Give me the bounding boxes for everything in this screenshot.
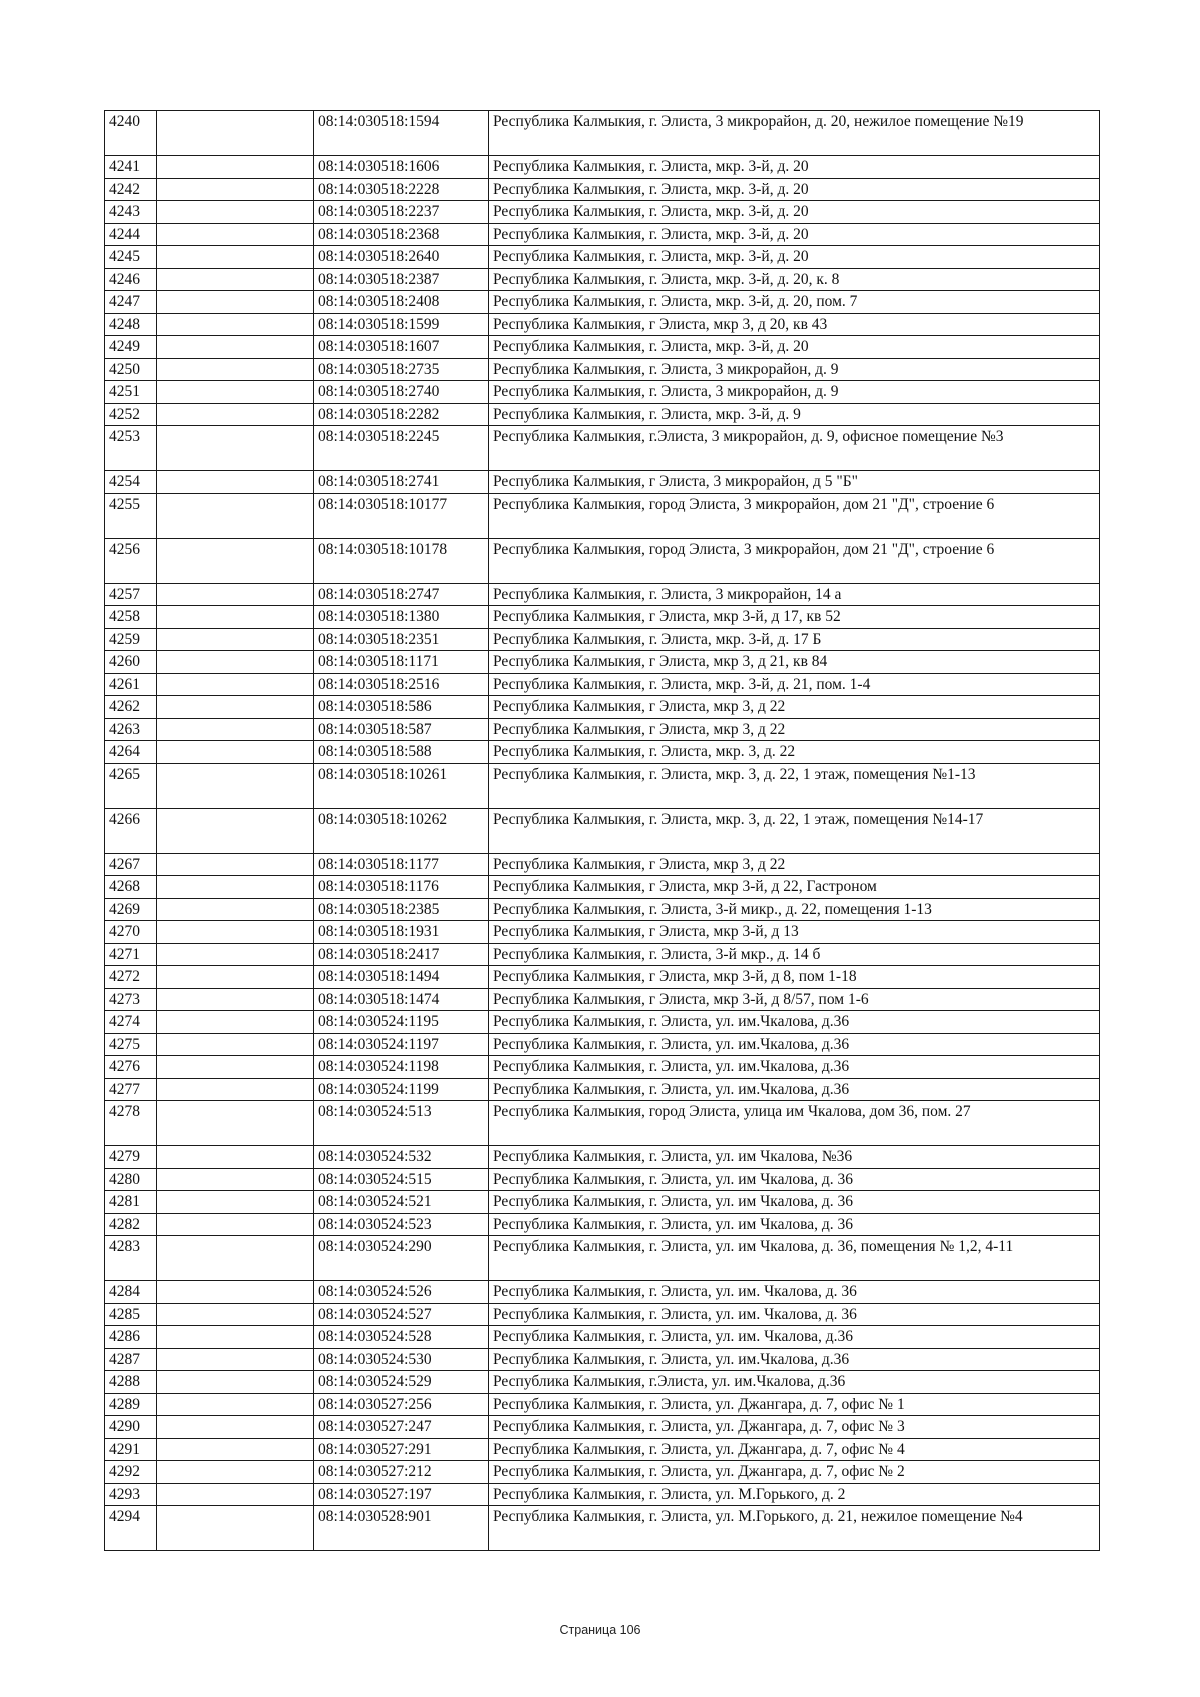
table-row (105, 921, 1100, 944)
row-number-cell: 4242 (105, 178, 157, 201)
table-row (105, 966, 1100, 989)
table-row (105, 1101, 1100, 1146)
cadastral-number-cell: 08:14:030518:587 (314, 718, 489, 741)
cadastral-number-cell: 08:14:030528:901 (314, 1506, 489, 1551)
table-row (105, 1078, 1100, 1101)
empty-cell (157, 966, 314, 989)
cadastral-number-cell: 08:14:030527:256 (314, 1393, 489, 1416)
address-cell: Республика Калмыкия, г. Элиста, мкр. 3, д. 22 (489, 741, 1100, 764)
row-number-cell: 4261 (105, 673, 157, 696)
cadastral-number-cell: 08:14:030524:513 (314, 1101, 489, 1146)
table-row (105, 268, 1100, 291)
address-cell: Республика Калмыкия, г Элиста, мкр 3, д 22 (489, 853, 1100, 876)
row-number-cell: 4287 (105, 1348, 157, 1371)
address-cell: Республика Калмыкия, г. Элиста, мкр. 3-й, д. 20 (489, 223, 1100, 246)
row-number-cell: 4267 (105, 853, 157, 876)
cadastral-number-cell: 08:14:030518:2741 (314, 471, 489, 494)
address-cell: Республика Калмыкия, г Элиста, 3 микрорайон, д 5 "Б" (489, 471, 1100, 494)
address-cell: Республика Калмыкия, г. Элиста, 3 микрорайон, 14 а (489, 583, 1100, 606)
cadastral-number-cell: 08:14:030518:2408 (314, 291, 489, 314)
table-row (105, 313, 1100, 336)
empty-cell (157, 628, 314, 651)
empty-cell (157, 853, 314, 876)
row-number-cell: 4275 (105, 1033, 157, 1056)
table-row (105, 673, 1100, 696)
cadastral-number-cell: 08:14:030518:2351 (314, 628, 489, 651)
address-cell: Республика Калмыкия, г Элиста, мкр 3, д 22 (489, 696, 1100, 719)
row-number-cell: 4264 (105, 741, 157, 764)
cadastral-number-cell: 08:14:030518:1494 (314, 966, 489, 989)
table-row (105, 1281, 1100, 1304)
cadastral-number-cell: 08:14:030518:2385 (314, 898, 489, 921)
row-number-cell: 4289 (105, 1393, 157, 1416)
table-row (105, 111, 1100, 156)
row-number-cell: 4258 (105, 606, 157, 629)
table-row (105, 718, 1100, 741)
address-cell: Республика Калмыкия, г. Элиста, ул. М.Горького, д. 21, нежилое помещение №4 (489, 1506, 1100, 1551)
cadastral-number-cell: 08:14:030527:291 (314, 1438, 489, 1461)
empty-cell (157, 1056, 314, 1079)
table-row (105, 1438, 1100, 1461)
row-number-cell: 4257 (105, 583, 157, 606)
row-number-cell: 4243 (105, 201, 157, 224)
empty-cell (157, 1348, 314, 1371)
address-cell: Республика Калмыкия, г. Элиста, мкр. 3-й, д. 9 (489, 403, 1100, 426)
address-cell: Республика Калмыкия, г. Элиста, мкр. 3, д. 22, 1 этаж, помещения №14-17 (489, 808, 1100, 853)
empty-cell (157, 403, 314, 426)
cadastral-number-cell: 08:14:030518:1607 (314, 336, 489, 359)
empty-cell (157, 358, 314, 381)
cadastral-number-cell: 08:14:030524:528 (314, 1326, 489, 1349)
address-cell: Республика Калмыкия, г. Элиста, ул. им.Чкалова, д.36 (489, 1033, 1100, 1056)
row-number-cell: 4244 (105, 223, 157, 246)
empty-cell (157, 606, 314, 629)
address-cell: Республика Калмыкия, г. Элиста, мкр. 3-й, д. 20, пом. 7 (489, 291, 1100, 314)
cadastral-number-cell: 08:14:030518:1931 (314, 921, 489, 944)
row-number-cell: 4281 (105, 1191, 157, 1214)
page-footer: Страница 106 (559, 1623, 641, 1637)
empty-cell (157, 696, 314, 719)
row-number-cell: 4291 (105, 1438, 157, 1461)
address-cell: Республика Калмыкия, г. Элиста, мкр. 3-й, д. 20 (489, 246, 1100, 269)
cadastral-number-cell: 08:14:030524:521 (314, 1191, 489, 1214)
cadastral-number-cell: 08:14:030518:2747 (314, 583, 489, 606)
address-cell: Республика Калмыкия, г. Элиста, ул. им.Чкалова, д.36 (489, 1078, 1100, 1101)
address-cell: Республика Калмыкия, г. Элиста, ул. им. Чкалова, д. 36 (489, 1303, 1100, 1326)
row-number-cell: 4260 (105, 651, 157, 674)
address-cell: Республика Калмыкия, г. Элиста, 3 микрорайон, д. 9 (489, 381, 1100, 404)
empty-cell (157, 651, 314, 674)
empty-cell (157, 493, 314, 538)
address-cell: Республика Калмыкия, г Элиста, мкр 3, д 21, кв 84 (489, 651, 1100, 674)
empty-cell (157, 1303, 314, 1326)
table-row (105, 898, 1100, 921)
empty-cell (157, 1461, 314, 1484)
row-number-cell: 4273 (105, 988, 157, 1011)
empty-cell (157, 1011, 314, 1034)
table-row (105, 1011, 1100, 1034)
address-cell: Республика Калмыкия, г. Элиста, мкр. 3-й, д. 20 (489, 156, 1100, 179)
empty-cell (157, 538, 314, 583)
table-row (105, 426, 1100, 471)
table-row (105, 223, 1100, 246)
row-number-cell: 4246 (105, 268, 157, 291)
cadastral-number-cell: 08:14:030527:197 (314, 1483, 489, 1506)
empty-cell (157, 808, 314, 853)
address-cell: Республика Калмыкия, г.Элиста, 3 микрорайон, д. 9, офисное помещение №3 (489, 426, 1100, 471)
row-number-cell: 4251 (105, 381, 157, 404)
empty-cell (157, 156, 314, 179)
empty-cell (157, 381, 314, 404)
cadastral-number-cell: 08:14:030524:523 (314, 1213, 489, 1236)
row-number-cell: 4240 (105, 111, 157, 156)
address-cell: Республика Калмыкия, г. Элиста, мкр. 3-й, д. 20 (489, 201, 1100, 224)
address-cell: Республика Калмыкия, г. Элиста, 3 микрорайон, д. 20, нежилое помещение №19 (489, 111, 1100, 156)
empty-cell (157, 1078, 314, 1101)
row-number-cell: 4286 (105, 1326, 157, 1349)
table-row (105, 1236, 1100, 1281)
cadastral-number-cell: 08:14:030518:1474 (314, 988, 489, 1011)
row-number-cell: 4250 (105, 358, 157, 381)
address-cell: Республика Калмыкия, г. Элиста, ул. им Чкалова, №36 (489, 1146, 1100, 1169)
cadastral-number-cell: 08:14:030518:1606 (314, 156, 489, 179)
cadastral-number-cell: 08:14:030518:2735 (314, 358, 489, 381)
table-row (105, 583, 1100, 606)
empty-cell (157, 1416, 314, 1439)
row-number-cell: 4265 (105, 763, 157, 808)
cadastral-number-cell: 08:14:030518:2237 (314, 201, 489, 224)
empty-cell (157, 1281, 314, 1304)
empty-cell (157, 471, 314, 494)
table-row (105, 1348, 1100, 1371)
cadastral-number-cell: 08:14:030524:1195 (314, 1011, 489, 1034)
row-number-cell: 4278 (105, 1101, 157, 1146)
cadastral-number-cell: 08:14:030524:529 (314, 1371, 489, 1394)
row-number-cell: 4241 (105, 156, 157, 179)
table-row (105, 538, 1100, 583)
address-cell: Республика Калмыкия, г.Элиста, ул. им.Чкалова, д.36 (489, 1371, 1100, 1394)
address-cell: Республика Калмыкия, г Элиста, мкр 3-й, д 17, кв 52 (489, 606, 1100, 629)
cadastral-number-cell: 08:14:030524:1199 (314, 1078, 489, 1101)
empty-cell (157, 943, 314, 966)
address-cell: Республика Калмыкия, г. Элиста, ул. им.Чкалова, д.36 (489, 1011, 1100, 1034)
table-row (105, 1056, 1100, 1079)
empty-cell (157, 876, 314, 899)
empty-cell (157, 718, 314, 741)
table-body (105, 111, 1100, 1551)
empty-cell (157, 1213, 314, 1236)
table-row (105, 1506, 1100, 1551)
row-number-cell: 4285 (105, 1303, 157, 1326)
address-cell: Республика Калмыкия, г. Элиста, мкр. 3-й, д. 20, к. 8 (489, 268, 1100, 291)
property-table (104, 110, 1100, 1551)
empty-cell (157, 988, 314, 1011)
table-row (105, 741, 1100, 764)
cadastral-number-cell: 08:14:030518:10262 (314, 808, 489, 853)
empty-cell (157, 268, 314, 291)
table-row (105, 1033, 1100, 1056)
table-row (105, 291, 1100, 314)
row-number-cell: 4272 (105, 966, 157, 989)
row-number-cell: 4249 (105, 336, 157, 359)
row-number-cell: 4253 (105, 426, 157, 471)
cadastral-number-cell: 08:14:030518:2740 (314, 381, 489, 404)
address-cell: Республика Калмыкия, г. Элиста, ул. Джангара, д. 7, офис № 1 (489, 1393, 1100, 1416)
table-row (105, 156, 1100, 179)
address-cell: Республика Калмыкия, г. Элиста, ул. им. Чкалова, д. 36 (489, 1281, 1100, 1304)
address-cell: Республика Калмыкия, г. Элиста, ул. им.Чкалова, д.36 (489, 1056, 1100, 1079)
table-row (105, 1168, 1100, 1191)
table-row (105, 493, 1100, 538)
empty-cell (157, 1033, 314, 1056)
empty-cell (157, 1101, 314, 1146)
table-row (105, 336, 1100, 359)
table-row (105, 628, 1100, 651)
table-row (105, 1416, 1100, 1439)
cadastral-number-cell: 08:14:030524:527 (314, 1303, 489, 1326)
table-row (105, 1213, 1100, 1236)
address-cell: Республика Калмыкия, г Элиста, мкр 3-й, д 8/57, пом 1-6 (489, 988, 1100, 1011)
table-row (105, 381, 1100, 404)
row-number-cell: 4254 (105, 471, 157, 494)
row-number-cell: 4270 (105, 921, 157, 944)
address-cell: Республика Калмыкия, г. Элиста, 3 микрорайон, д. 9 (489, 358, 1100, 381)
table-row (105, 246, 1100, 269)
cadastral-number-cell: 08:14:030518:2245 (314, 426, 489, 471)
address-cell: Республика Калмыкия, г. Элиста, ул. Джангара, д. 7, офис № 3 (489, 1416, 1100, 1439)
table-row (105, 651, 1100, 674)
address-cell: Республика Калмыкия, г. Элиста, ул. им Чкалова, д. 36 (489, 1168, 1100, 1191)
table-row (105, 988, 1100, 1011)
cadastral-number-cell: 08:14:030518:1380 (314, 606, 489, 629)
cadastral-number-cell: 08:14:030524:290 (314, 1236, 489, 1281)
cadastral-number-cell: 08:14:030518:1599 (314, 313, 489, 336)
row-number-cell: 4248 (105, 313, 157, 336)
address-cell: Республика Калмыкия, г Элиста, мкр 3-й, д 8, пом 1-18 (489, 966, 1100, 989)
row-number-cell: 4263 (105, 718, 157, 741)
cadastral-number-cell: 08:14:030524:530 (314, 1348, 489, 1371)
address-cell: Республика Калмыкия, г. Элиста, 3-й микр., д. 22, помещения 1-13 (489, 898, 1100, 921)
table-row (105, 943, 1100, 966)
empty-cell (157, 1393, 314, 1416)
cadastral-number-cell: 08:14:030524:1197 (314, 1033, 489, 1056)
empty-cell (157, 1168, 314, 1191)
cadastral-number-cell: 08:14:030527:247 (314, 1416, 489, 1439)
row-number-cell: 4282 (105, 1213, 157, 1236)
cadastral-number-cell: 08:14:030518:2282 (314, 403, 489, 426)
cadastral-number-cell: 08:14:030518:586 (314, 696, 489, 719)
table-row (105, 853, 1100, 876)
address-cell: Республика Калмыкия, г. Элиста, мкр. 3, д. 22, 1 этаж, помещения №1-13 (489, 763, 1100, 808)
empty-cell (157, 1438, 314, 1461)
cadastral-number-cell: 08:14:030524:1198 (314, 1056, 489, 1079)
row-number-cell: 4276 (105, 1056, 157, 1079)
cadastral-number-cell: 08:14:030527:212 (314, 1461, 489, 1484)
empty-cell (157, 898, 314, 921)
cadastral-number-cell: 08:14:030518:588 (314, 741, 489, 764)
empty-cell (157, 1506, 314, 1551)
address-cell: Республика Калмыкия, г. Элиста, мкр. 3-й, д. 17 Б (489, 628, 1100, 651)
table-row (105, 1393, 1100, 1416)
cadastral-number-cell: 08:14:030518:10261 (314, 763, 489, 808)
cadastral-number-cell: 08:14:030518:10178 (314, 538, 489, 583)
cadastral-number-cell: 08:14:030518:2417 (314, 943, 489, 966)
row-number-cell: 4268 (105, 876, 157, 899)
empty-cell (157, 1146, 314, 1169)
address-cell: Республика Калмыкия, г. Элиста, ул. Джангара, д. 7, офис № 4 (489, 1438, 1100, 1461)
table-row (105, 178, 1100, 201)
address-cell: Республика Калмыкия, г. Элиста, мкр. 3-й, д. 20 (489, 336, 1100, 359)
table-row (105, 763, 1100, 808)
row-number-cell: 4266 (105, 808, 157, 853)
cadastral-number-cell: 08:14:030524:532 (314, 1146, 489, 1169)
table-row (105, 1146, 1100, 1169)
row-number-cell: 4277 (105, 1078, 157, 1101)
address-cell: Республика Калмыкия, г Элиста, мкр 3-й, д 13 (489, 921, 1100, 944)
empty-cell (157, 246, 314, 269)
table-row (105, 808, 1100, 853)
address-cell: Республика Калмыкия, г Элиста, мкр 3, д 22 (489, 718, 1100, 741)
table-row (105, 471, 1100, 494)
row-number-cell: 4269 (105, 898, 157, 921)
empty-cell (157, 336, 314, 359)
row-number-cell: 4279 (105, 1146, 157, 1169)
table-row (105, 403, 1100, 426)
row-number-cell: 4252 (105, 403, 157, 426)
address-cell: Республика Калмыкия, г. Элиста, мкр. 3-й, д. 21, пом. 1-4 (489, 673, 1100, 696)
row-number-cell: 4288 (105, 1371, 157, 1394)
empty-cell (157, 741, 314, 764)
row-number-cell: 4294 (105, 1506, 157, 1551)
cadastral-number-cell: 08:14:030518:1176 (314, 876, 489, 899)
row-number-cell: 4245 (105, 246, 157, 269)
empty-cell (157, 921, 314, 944)
cadastral-number-cell: 08:14:030518:2516 (314, 673, 489, 696)
row-number-cell: 4247 (105, 291, 157, 314)
row-number-cell: 4283 (105, 1236, 157, 1281)
empty-cell (157, 1371, 314, 1394)
table-row (105, 1326, 1100, 1349)
row-number-cell: 4284 (105, 1281, 157, 1304)
empty-cell (157, 313, 314, 336)
table-row (105, 358, 1100, 381)
table-row (105, 876, 1100, 899)
row-number-cell: 4255 (105, 493, 157, 538)
table-row (105, 1483, 1100, 1506)
address-cell: Республика Калмыкия, г. Элиста, ул. им.Чкалова, д.36 (489, 1348, 1100, 1371)
empty-cell (157, 201, 314, 224)
empty-cell (157, 223, 314, 246)
empty-cell (157, 583, 314, 606)
empty-cell (157, 1326, 314, 1349)
row-number-cell: 4290 (105, 1416, 157, 1439)
table-row (105, 1461, 1100, 1484)
address-cell: Республика Калмыкия, г. Элиста, 3-й мкр., д. 14 б (489, 943, 1100, 966)
table-row (105, 1303, 1100, 1326)
cadastral-number-cell: 08:14:030518:1171 (314, 651, 489, 674)
cadastral-number-cell: 08:14:030518:2640 (314, 246, 489, 269)
cadastral-number-cell: 08:14:030518:1594 (314, 111, 489, 156)
empty-cell (157, 1191, 314, 1214)
table-row (105, 696, 1100, 719)
address-cell: Республика Калмыкия, г. Элиста, ул. им Чкалова, д. 36 (489, 1213, 1100, 1236)
row-number-cell: 4280 (105, 1168, 157, 1191)
empty-cell (157, 1236, 314, 1281)
empty-cell (157, 178, 314, 201)
cadastral-number-cell: 08:14:030518:2368 (314, 223, 489, 246)
address-cell: Республика Калмыкия, г. Элиста, ул. им. Чкалова, д.36 (489, 1326, 1100, 1349)
empty-cell (157, 111, 314, 156)
address-cell: Республика Калмыкия, г. Элиста, мкр. 3-й, д. 20 (489, 178, 1100, 201)
address-cell: Республика Калмыкия, город Элиста, улица им Чкалова, дом 36, пом. 27 (489, 1101, 1100, 1146)
row-number-cell: 4271 (105, 943, 157, 966)
address-cell: Республика Калмыкия, г. Элиста, ул. им Чкалова, д. 36 (489, 1191, 1100, 1214)
empty-cell (157, 426, 314, 471)
address-cell: Республика Калмыкия, город Элиста, 3 микрорайон, дом 21 "Д", строение 6 (489, 538, 1100, 583)
empty-cell (157, 1483, 314, 1506)
address-cell: Республика Калмыкия, г Элиста, мкр 3-й, д 22, Гастроном (489, 876, 1100, 899)
address-cell: Республика Калмыкия, г. Элиста, ул. им Чкалова, д. 36, помещения № 1,2, 4-11 (489, 1236, 1100, 1281)
table-row (105, 1191, 1100, 1214)
cadastral-number-cell: 08:14:030518:2228 (314, 178, 489, 201)
empty-cell (157, 291, 314, 314)
cadastral-number-cell: 08:14:030518:1177 (314, 853, 489, 876)
table-row (105, 201, 1100, 224)
address-cell: Республика Калмыкия, г. Элиста, ул. М.Горького, д. 2 (489, 1483, 1100, 1506)
cadastral-number-cell: 08:14:030518:10177 (314, 493, 489, 538)
table-row (105, 606, 1100, 629)
cadastral-number-cell: 08:14:030524:526 (314, 1281, 489, 1304)
row-number-cell: 4292 (105, 1461, 157, 1484)
row-number-cell: 4293 (105, 1483, 157, 1506)
empty-cell (157, 763, 314, 808)
cadastral-number-cell: 08:14:030524:515 (314, 1168, 489, 1191)
row-number-cell: 4259 (105, 628, 157, 651)
address-cell: Республика Калмыкия, г Элиста, мкр 3, д 20, кв 43 (489, 313, 1100, 336)
address-cell: Республика Калмыкия, город Элиста, 3 микрорайон, дом 21 "Д", строение 6 (489, 493, 1100, 538)
empty-cell (157, 673, 314, 696)
row-number-cell: 4256 (105, 538, 157, 583)
address-cell: Республика Калмыкия, г. Элиста, ул. Джангара, д. 7, офис № 2 (489, 1461, 1100, 1484)
row-number-cell: 4274 (105, 1011, 157, 1034)
cadastral-number-cell: 08:14:030518:2387 (314, 268, 489, 291)
table-row (105, 1371, 1100, 1394)
row-number-cell: 4262 (105, 696, 157, 719)
